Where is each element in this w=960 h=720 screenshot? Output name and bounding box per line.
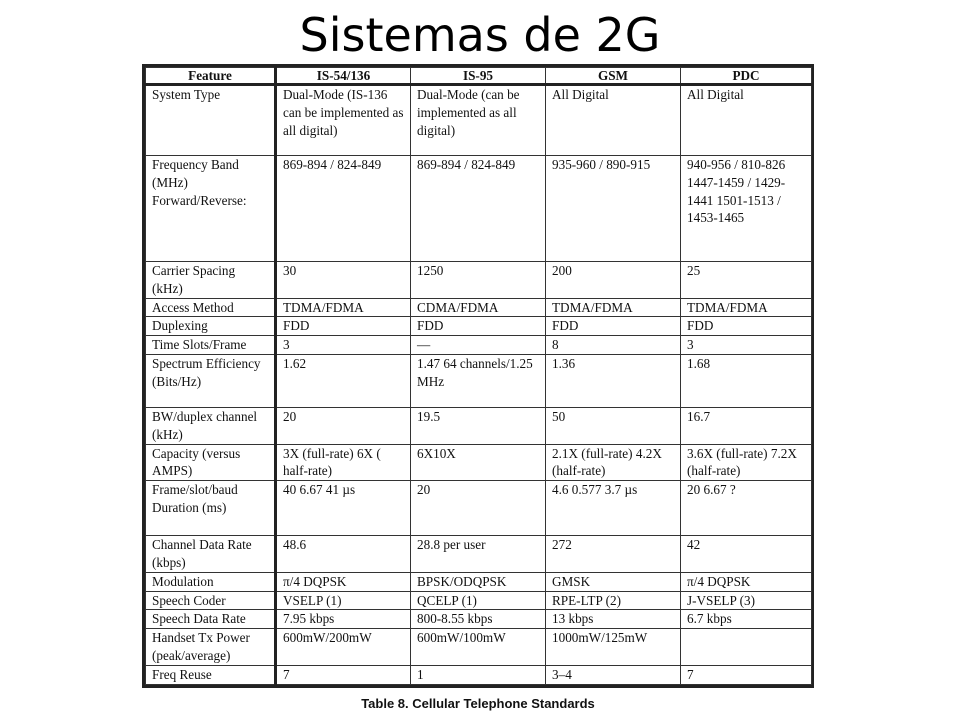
value-cell: 19.5 [411,407,546,444]
feature-cell: Capacity (versus AMPS) [146,444,276,481]
table-row [146,591,812,610]
table-row [146,444,812,481]
value-cell: 40 6.67 41 µs [276,481,411,536]
value-cell: 25 [681,262,812,299]
table-row [146,156,812,262]
value-cell: FDD [411,317,546,336]
feature-cell: Speech Data Rate [146,610,276,629]
table-caption: Table 8. Cellular Telephone Standards [361,696,595,711]
value-cell: RPE-LTP (2) [546,591,681,610]
value-cell: 935-960 / 890-915 [546,156,681,262]
table-row [146,336,812,355]
value-cell: VSELP (1) [276,591,411,610]
feature-cell: Freq Reuse [146,665,276,684]
value-cell: Dual-Mode (IS-136 can be implemented as all digital) [276,85,411,156]
feature-cell: Modulation [146,572,276,591]
value-cell: 1.36 [546,354,681,407]
value-cell: 6.7 kbps [681,610,812,629]
value-cell: 13 kbps [546,610,681,629]
table-row [146,85,812,156]
value-cell: 600mW/100mW [411,629,546,666]
value-cell: BPSK/ODQPSK [411,572,546,591]
value-cell: TDMA/FDMA [546,298,681,317]
value-cell: TDMA/FDMA [681,298,812,317]
value-cell: FDD [681,317,812,336]
value-cell: 48.6 [276,536,411,573]
table-row [146,354,812,407]
feature-cell: Handset Tx Power (peak/average) [146,629,276,666]
value-cell: 3 [276,336,411,355]
value-cell: All Digital [681,85,812,156]
header-is54: IS-54/136 [276,68,411,85]
feature-cell: Speech Coder [146,591,276,610]
value-cell: 1.68 [681,354,812,407]
table-row [146,610,812,629]
value-cell: 3.6X (full-rate) 7.2X (half-rate) [681,444,812,481]
value-cell: All Digital [546,85,681,156]
value-cell: 7.95 kbps [276,610,411,629]
feature-cell: Channel Data Rate (kbps) [146,536,276,573]
feature-cell: Frequency Band (MHz) Forward/Reverse: [146,156,276,262]
value-cell: 6X10X [411,444,546,481]
value-cell: π/4 DQPSK [276,572,411,591]
feature-cell: System Type [146,85,276,156]
value-cell: 20 [411,481,546,536]
table-row [146,536,812,573]
value-cell: 2.1X (full-rate) 4.2X (half-rate) [546,444,681,481]
value-cell: 1000mW/125mW [546,629,681,666]
value-cell: 869-894 / 824-849 [276,156,411,262]
header-pdc: PDC [681,68,812,85]
value-cell: 42 [681,536,812,573]
value-cell: J-VSELP (3) [681,591,812,610]
table-header-row [146,68,812,85]
feature-cell: Frame/slot/baud Duration (ms) [146,481,276,536]
value-cell: — [411,336,546,355]
value-cell: 16.7 [681,407,812,444]
value-cell: Dual-Mode (can be implemented as all digital) [411,85,546,156]
table-row [146,407,812,444]
table-row [146,665,812,684]
value-cell: 20 [276,407,411,444]
feature-cell: Duplexing [146,317,276,336]
value-cell: 800-8.55 kbps [411,610,546,629]
value-cell: QCELP (1) [411,591,546,610]
table-row [146,481,812,536]
table-row [146,317,812,336]
table-row [146,298,812,317]
value-cell: 869-894 / 824-849 [411,156,546,262]
table-row [146,572,812,591]
value-cell: 20 6.67 ? [681,481,812,536]
header-gsm: GSM [546,68,681,85]
slide-title: Sistemas de 2G [299,8,661,62]
table-body [146,85,812,685]
feature-cell: Carrier Spacing (kHz) [146,262,276,299]
feature-cell: BW/duplex channel (kHz) [146,407,276,444]
value-cell: 7 [276,665,411,684]
value-cell: 3–4 [546,665,681,684]
value-cell: 200 [546,262,681,299]
value-cell: 30 [276,262,411,299]
value-cell: 600mW/200mW [276,629,411,666]
value-cell: 940-956 / 810-826 1447-1459 / 1429-1441 1501-1513 / 1453-1465 [681,156,812,262]
value-cell: GMSK [546,572,681,591]
feature-cell: Access Method [146,298,276,317]
table-row [146,262,812,299]
feature-cell: Time Slots/Frame [146,336,276,355]
value-cell: 50 [546,407,681,444]
value-cell: 3X (full-rate) 6X ( half-rate) [276,444,411,481]
value-cell: 1.47 64 channels/1.25 MHz [411,354,546,407]
value-cell: TDMA/FDMA [276,298,411,317]
value-cell: 4.6 0.577 3.7 µs [546,481,681,536]
value-cell: 1.62 [276,354,411,407]
cellular-standards-table [142,64,814,688]
value-cell: CDMA/FDMA [411,298,546,317]
value-cell: 1250 [411,262,546,299]
value-cell: 272 [546,536,681,573]
value-cell: 3 [681,336,812,355]
value-cell: π/4 DQPSK [681,572,812,591]
value-cell [681,629,812,666]
value-cell: 28.8 per user [411,536,546,573]
table-row [146,629,812,666]
value-cell: FDD [546,317,681,336]
value-cell: FDD [276,317,411,336]
value-cell: 7 [681,665,812,684]
feature-cell: Spectrum Efficiency (Bits/Hz) [146,354,276,407]
value-cell: 1 [411,665,546,684]
value-cell: 8 [546,336,681,355]
header-is95: IS-95 [411,68,546,85]
header-feature: Feature [146,68,276,85]
